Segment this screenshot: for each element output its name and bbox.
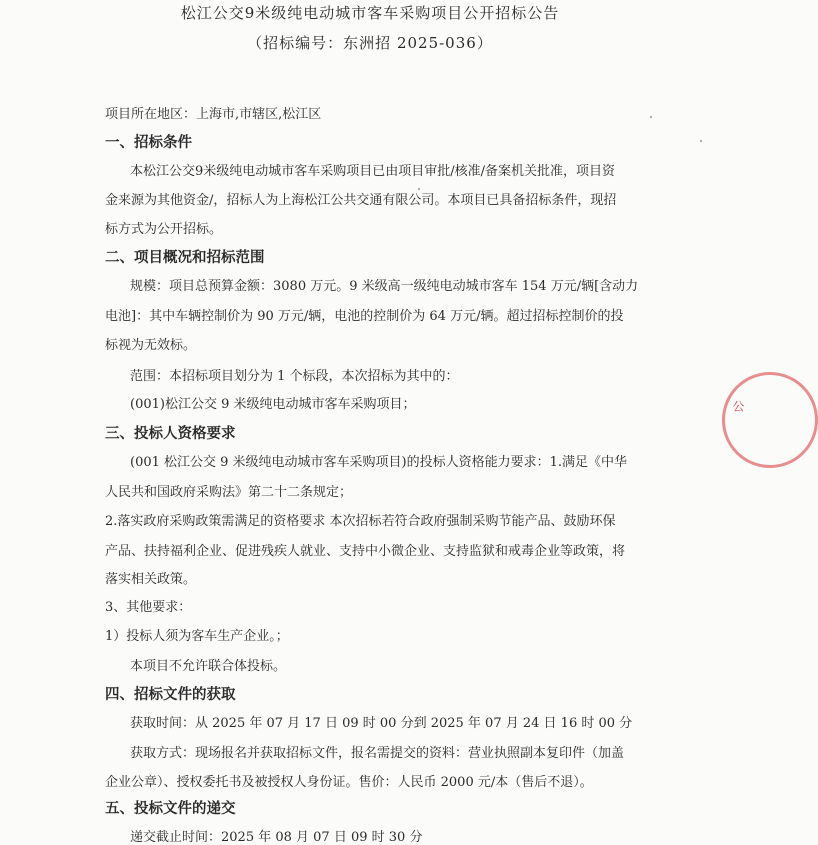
tender-number: （招标编号：东洲招 2025-036） [247,34,493,52]
paragraph-line: 产品、扶持福利企业、促进残疾人就业、支持中小微企业、支持监狱和戒毒企业等政策，将 [105,544,626,559]
section-heading-5: 五、投标文件的递交 [105,801,236,817]
paragraph-line: 规模：项目总预算金额：3080 万元。9 米级高一级纯电动城市客车 154 万元/辆[含动力 [130,279,639,294]
section-heading-1: 一、招标条件 [105,135,192,151]
paragraph-line: (001 松江公交 9 米级纯电动城市客车采购项目)的投标人资格能力要求：1.满足《中华 [130,455,628,470]
paragraph-line: 人民共和国政府采购法》第二十二条规定； [105,485,353,500]
scan-speck [700,140,702,142]
location-line: 项目所在地区：上海市,市辖区,松江区 [105,107,322,122]
paragraph-line: 范围：本招标项目划分为 1 个标段，本次招标为其中的： [130,369,459,384]
paragraph-line: 标视为无效标。 [105,338,197,353]
paragraph-line: 获取时间：从 2025 年 07 月 17 日 09 时 00 分到 2025 年 07 月 24 日 16 时 00 分 [130,716,633,731]
scan-speck [650,116,652,118]
paragraph-line: 企业公章）、授权委托书及被授权人身份证。售价：人民币 2000 元/本（售后不退）。 [105,775,593,790]
document-title: 松江公交9米级纯电动城市客车采购项目公开招标公告 [180,4,560,22]
paragraph-line: 电池]：其中车辆控制价为 90 万元/辆，电池的控制价为 64 万元/辆。超过招标控制价的投 [105,309,624,324]
section-heading-3: 三、投标人资格要求 [105,426,236,442]
paragraph-line: 2.落实政府采购政策需满足的资格要求 本次招标若符合政府强制采购节能产品、鼓励环保 [105,514,616,529]
paragraph-line: 本松江公交9米级纯电动城市客车采购项目已由项目审批/核准/备案机关批准，项目资 [130,164,616,179]
paragraph-line: 1）投标人须为客车生产企业。； [105,629,289,644]
section-heading-4: 四、招标文件的获取 [105,687,236,703]
paragraph-line: (001)松江公交 9 米级纯电动城市客车采购项目； [130,397,416,412]
official-seal-stamp [722,372,818,468]
paragraph-line: 落实相关政策。 [105,572,197,587]
paragraph-line: 3、其他要求： [105,600,192,615]
paragraph-line: 获取方式：现场报名并获取招标文件，报名需提交的资料：营业执照副本复印件（加盖 [130,746,625,761]
section-heading-2: 二、项目概况和招标范围 [105,250,265,266]
paragraph-line: 递交截止时间：2025 年 08 月 07 日 09 时 30 分 [130,830,423,845]
paragraph-line: 本项目不允许联合体投标。 [130,659,287,674]
scan-speck [418,188,420,190]
stamp-text: 公 [731,400,745,412]
paragraph-line: 标方式为公开招标。 [105,222,223,237]
paragraph-line: 金来源为其他资金/，招标人为上海松江公共交通有限公司。本项目已具备招标条件，现招 [105,193,617,208]
